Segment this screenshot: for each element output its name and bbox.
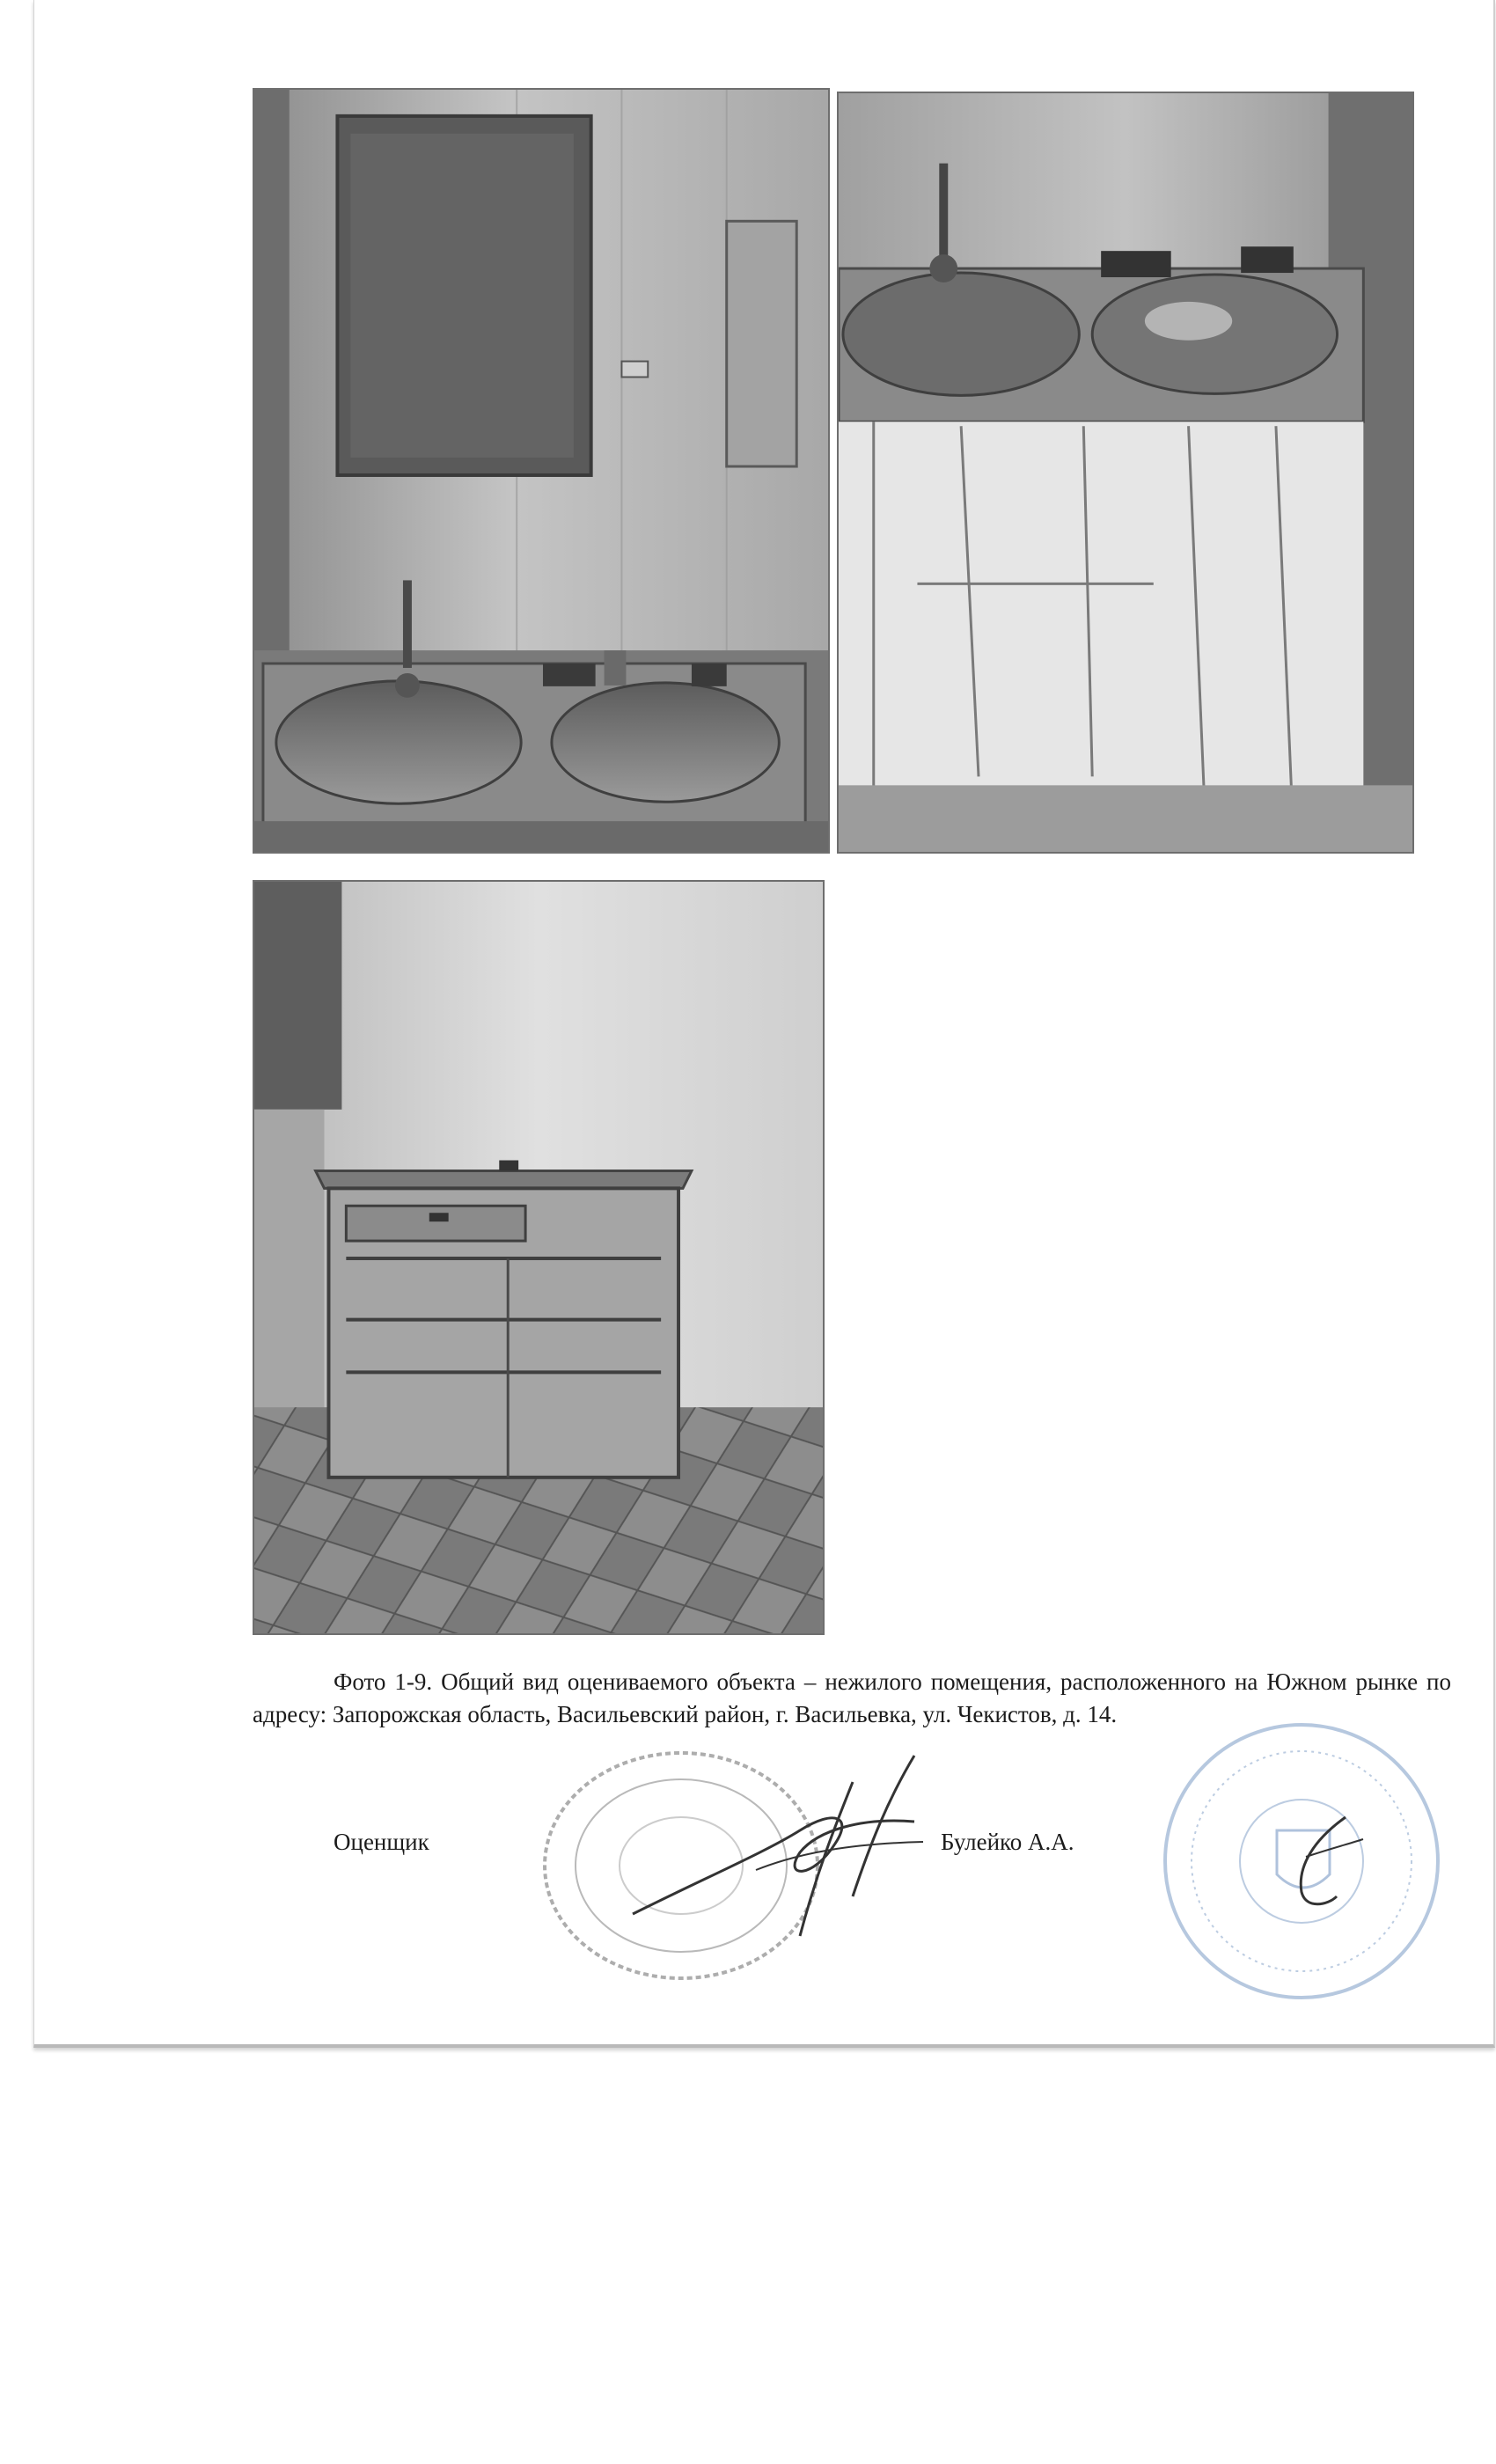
signer-role: Оценщик: [334, 1829, 429, 1855]
signer-name: Булейко А.А.: [941, 1829, 1074, 1855]
document-page: [33, 0, 1495, 2048]
initials-mark-icon: [1262, 1804, 1376, 1918]
signature-icon: [624, 1747, 958, 1940]
photo-sink-with-mirror: [253, 88, 830, 854]
photo-wooden-table: [253, 880, 825, 1635]
photo-double-sink-with-cabinet: [837, 92, 1414, 854]
photo-caption: Фото 1-9. Общий вид оцениваемого объекта – нежилого помещения, расположенного на Южном рынке по адресу: Запорожская область, Васильевский район, г. Васильевка, ул. Чекистов, д. 14.: [253, 1668, 1451, 1727]
